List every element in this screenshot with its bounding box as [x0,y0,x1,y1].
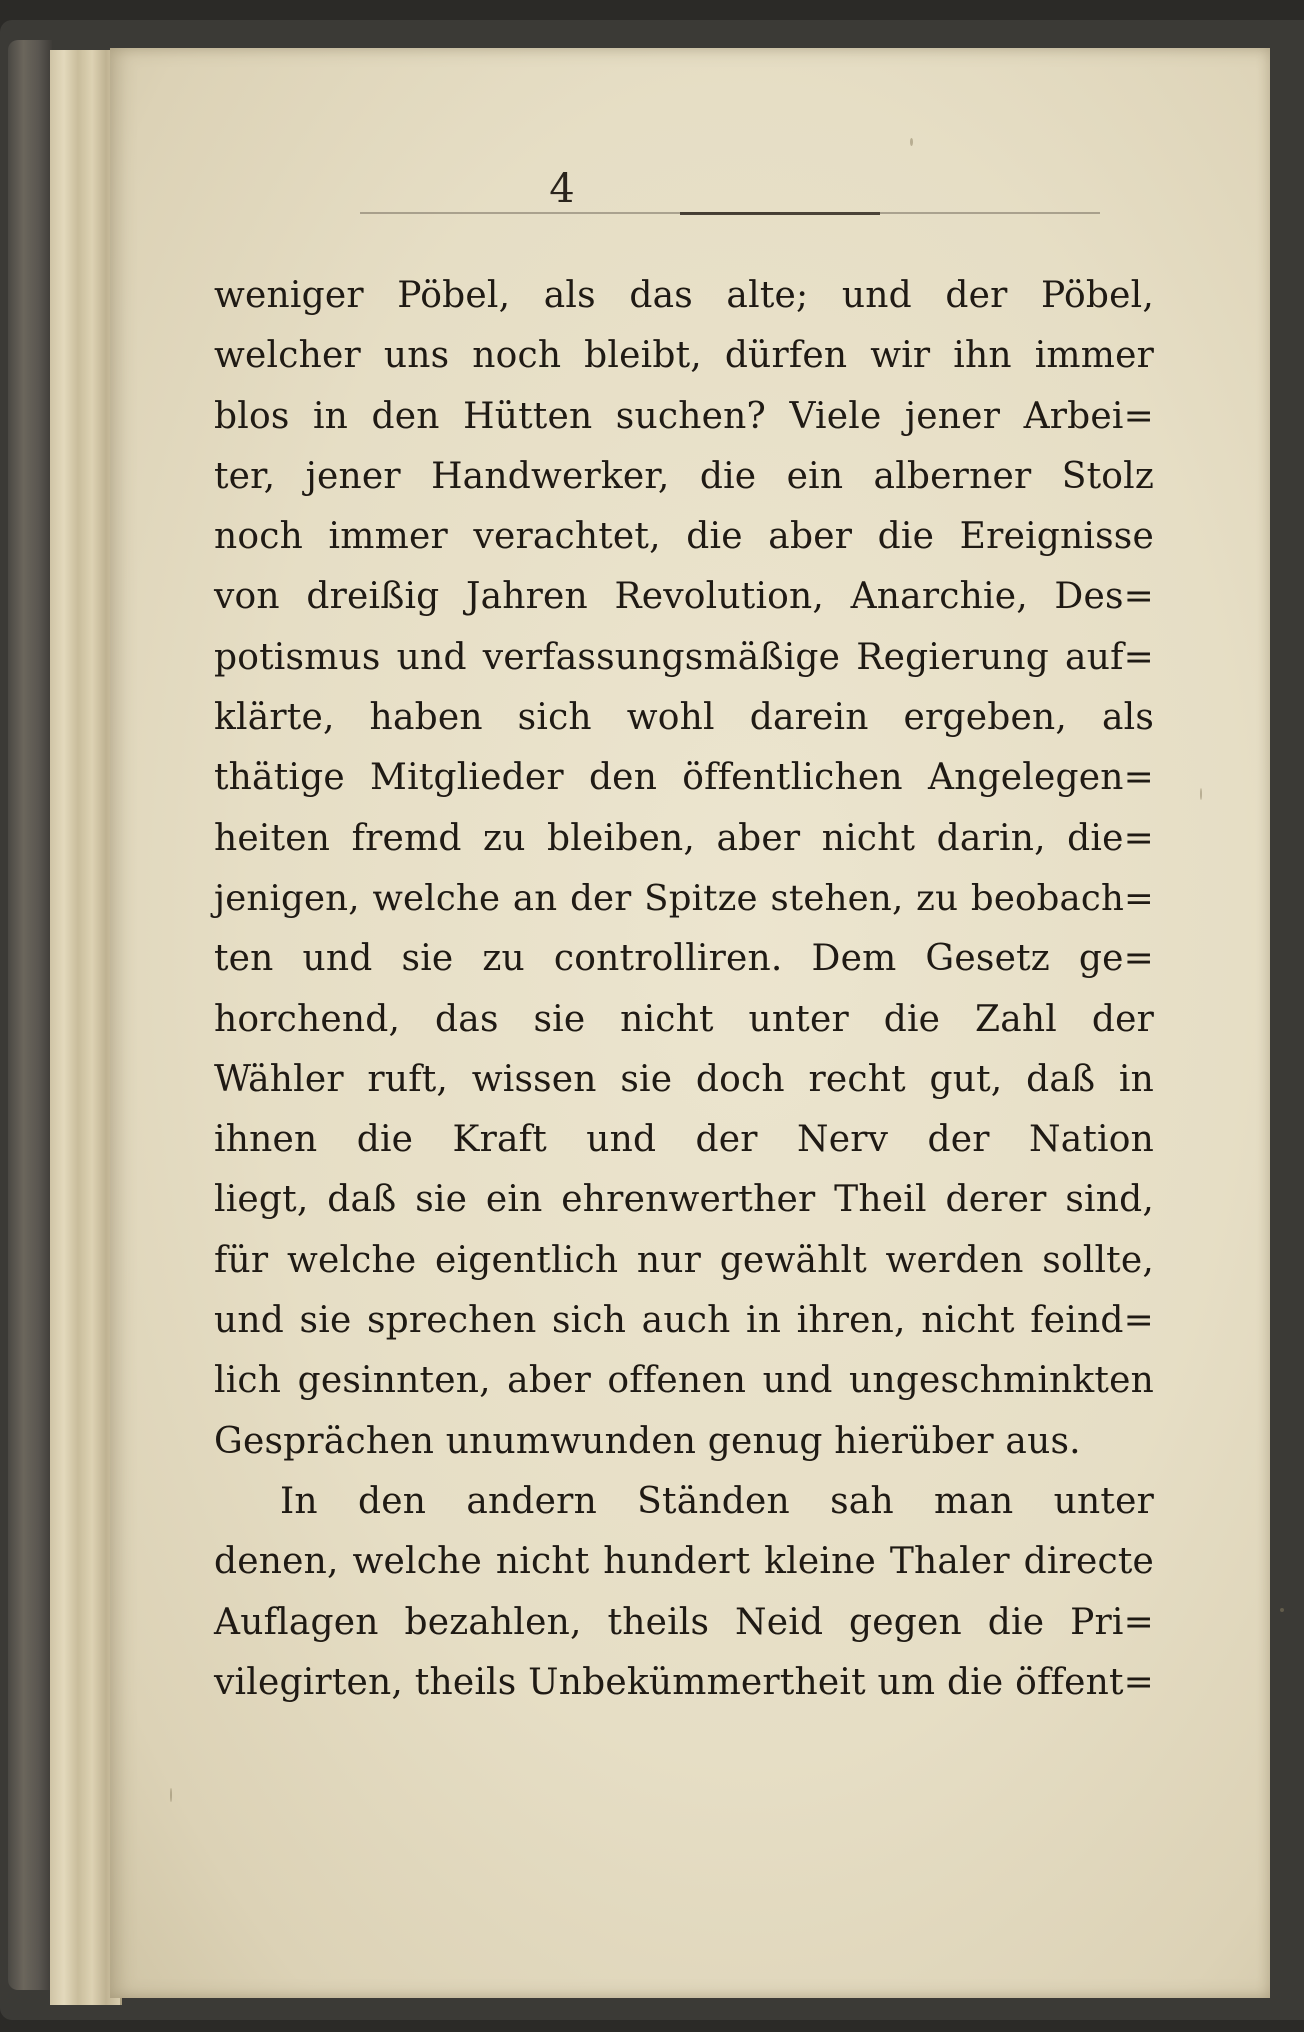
text-line: potismus und verfassungsmäßige Regierung auf= [214,636,1154,678]
text-line: für welche eigentlich nur gewählt werden sollte, [214,1239,1154,1281]
text-line: ter, jener Handwerker, die ein alberner Stolz [214,455,1154,497]
text-line: Gesprächen unumwunden genug hierüber aus. [214,1420,1081,1462]
paper-speck [1280,1608,1284,1612]
text-line: liegt, daß sie ein ehrenwerther Theil derer sind, [214,1179,1154,1221]
text-line: denen, welche nicht hundert kleine Thaler directe [214,1541,1154,1583]
paper-speck [910,138,913,146]
text-line: und sie sprechen sich auch in ihren, nicht feind= [214,1300,1154,1342]
text-line: von dreißig Jahren Revolution, Anarchie, Des= [214,576,1154,618]
text-line: horchend, das sie nicht unter die Zahl der [214,998,1154,1040]
paper-speck [170,1788,172,1802]
book-spine [8,40,52,1990]
header-rule [880,212,1100,214]
text-line: In den andern Ständen sah man unter [280,1480,1154,1522]
text-line: jenigen, welche an der Spitze stehen, zu beobach= [214,877,1154,919]
text-line: vilegirten, theils Unbekümmertheit um die öffent= [214,1661,1154,1703]
body-text [214,266,1154,1713]
text-line: Wähler ruft, wissen sie doch recht gut, daß in [214,1058,1154,1100]
text-line: blos in den Hütten suchen? Viele jener Arbei= [214,395,1154,437]
paper-speck [1200,788,1202,800]
text-line: ten und sie zu controlliren. Dem Gesetz ge= [214,938,1154,980]
page-number: 4 [549,166,575,212]
text-line: lich gesinnten, aber offenen und ungeschminkten [214,1360,1154,1402]
header-rule [680,212,880,215]
text-line: heiten fremd zu bleiben, aber nicht darin, die= [214,817,1154,859]
text-line: welcher uns noch bleibt, dürfen wir ihn immer [214,335,1154,377]
text-line: Auflagen bezahlen, theils Neid gegen die Pri= [214,1601,1154,1643]
text-line: ihnen die Kraft und der Nerv der Nation [214,1119,1154,1161]
text-line: thätige Mitglieder den öffentlichen Angelegen= [214,757,1154,799]
text-line: klärte, haben sich wohl darein ergeben, als [214,697,1154,739]
text-line: noch immer verachtet, die aber die Ereignisse [214,516,1154,558]
text-line: weniger Pöbel, als das alte; und der Pöbel, [214,275,1154,316]
